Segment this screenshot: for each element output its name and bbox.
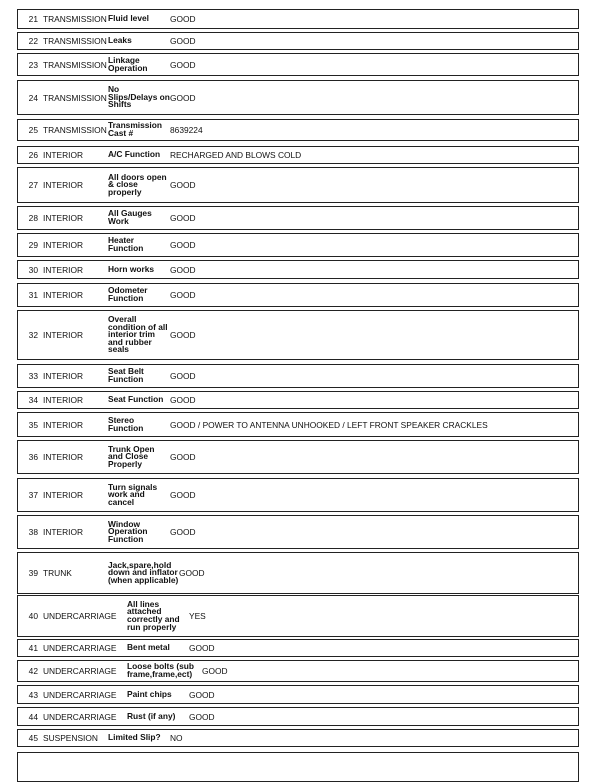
row-result: GOOD [170, 371, 196, 381]
row-item: Bent metal [127, 642, 170, 653]
row-category: INTERIOR [43, 264, 84, 275]
table-row [17, 9, 579, 29]
row-item: Window Operation Function [108, 518, 148, 544]
table-row [17, 80, 579, 115]
row-number: 45 [28, 733, 38, 743]
row-category: TRUNK [43, 568, 72, 578]
row-number: 44 [28, 711, 38, 722]
row-category: INTERIOR [43, 240, 84, 250]
row-category: UNDERCARRIAGE [43, 611, 117, 621]
row-item: Stereo Function [108, 414, 144, 433]
row-category: UNDERCARRIAGE [43, 711, 117, 722]
row-item: Seat Function [108, 394, 164, 405]
row-number: 28 [28, 213, 38, 223]
row-category: INTERIOR [43, 371, 84, 381]
table-row [17, 595, 579, 637]
row-result: GOOD [189, 689, 215, 700]
row-item: Horn works [108, 263, 155, 274]
table-row [17, 167, 579, 203]
row-number: 43 [28, 689, 38, 700]
row-result: GOOD [189, 643, 215, 653]
row-category: TRANSMISSION [43, 14, 107, 24]
row-result: GOOD [170, 92, 196, 103]
table-row [17, 478, 579, 512]
row-result: 8639224 [170, 125, 203, 135]
row-result: GOOD [170, 14, 196, 24]
row-number: 21 [28, 14, 38, 24]
row-item: Heater Function [108, 235, 144, 253]
row-item: Rust (if any) [127, 710, 176, 721]
row-category: INTERIOR [43, 527, 84, 537]
row-item: Seat Belt Function [108, 366, 144, 384]
row-number: 37 [28, 490, 38, 500]
row-result: RECHARGED AND BLOWS COLD [170, 150, 302, 160]
row-result: GOOD [170, 213, 196, 223]
table-row [17, 412, 579, 437]
row-number: 40 [28, 611, 38, 621]
row-item: A/C Function [108, 149, 161, 160]
table-row [17, 707, 579, 726]
table-row [17, 639, 579, 657]
row-category: INTERIOR [43, 395, 84, 405]
row-category: UNDERCARRIAGE [43, 666, 117, 676]
row-category: INTERIOR [43, 213, 84, 223]
row-number: 41 [28, 643, 38, 653]
row-category: UNDERCARRIAGE [43, 689, 117, 700]
row-result: YES [189, 611, 206, 621]
row-result: GOOD / POWER TO ANTENNA UNHOOKED / LEFT FRONT SPEAKER CRACKLES [170, 419, 488, 430]
row-result: GOOD [189, 711, 215, 722]
row-category: INTERIOR [43, 150, 84, 160]
row-category: INTERIOR [43, 290, 84, 300]
row-item: Turn signals work and cancel [108, 481, 158, 507]
row-item: Fluid level [108, 13, 149, 24]
row-result: GOOD [202, 666, 228, 676]
row-item: Jack,spare,hold down and inflator (when applicable) [108, 559, 179, 585]
table-row [17, 440, 579, 474]
row-result: GOOD [170, 36, 196, 46]
row-result: GOOD [170, 180, 196, 190]
row-result: GOOD [179, 568, 205, 578]
table-row [17, 32, 579, 50]
row-result: GOOD [170, 59, 196, 70]
row-result: GOOD [170, 490, 196, 500]
row-number: 39 [28, 568, 38, 578]
row-number: 25 [28, 125, 38, 135]
row-number: 26 [28, 150, 38, 160]
row-number: 34 [28, 395, 38, 405]
row-item: All Gauges Work [108, 208, 152, 226]
row-result: GOOD [170, 264, 196, 275]
table-row [17, 310, 579, 360]
row-category: TRANSMISSION [43, 125, 107, 135]
row-item: Overall condition of all interior trim and rubber seals [108, 314, 168, 355]
table-row [17, 364, 579, 388]
row-category: INTERIOR [43, 330, 84, 340]
row-number: 36 [28, 452, 38, 462]
row-number: 35 [28, 419, 38, 430]
table-row [17, 53, 579, 76]
row-result: NO [170, 733, 183, 743]
row-item: Trunk Open and Close Properly [108, 443, 155, 469]
row-category: INTERIOR [43, 452, 84, 462]
row-item: No Slips/Delays on Shifts [108, 84, 170, 110]
row-number: 38 [28, 527, 38, 537]
table-row [17, 233, 579, 257]
row-number: 27 [28, 180, 38, 190]
row-item: Loose bolts (sub frame,frame,ect) [127, 661, 194, 679]
row-result: GOOD [170, 290, 196, 300]
row-item: All doors open & close properly [108, 171, 167, 197]
row-category: SUSPENSION [43, 733, 98, 743]
row-number: 22 [28, 36, 38, 46]
table-row [17, 685, 579, 704]
row-number: 31 [28, 290, 38, 300]
table-row [17, 552, 579, 594]
row-number: 33 [28, 371, 38, 381]
row-category: TRANSMISSION [43, 92, 107, 103]
table-row [17, 729, 579, 747]
row-item: Transmission Cast # [108, 120, 162, 138]
row-number: 23 [28, 59, 38, 70]
table-row [17, 391, 579, 409]
table-row [17, 119, 579, 141]
table-row [17, 206, 579, 230]
table-row [17, 752, 579, 782]
row-item: Odometer Function [108, 285, 148, 303]
table-row [17, 283, 579, 307]
row-item: Limited Slip? [108, 732, 161, 743]
row-number: 29 [28, 240, 38, 250]
row-category: INTERIOR [43, 419, 84, 430]
row-number: 42 [28, 666, 38, 676]
table-row [17, 146, 579, 164]
row-number: 24 [28, 92, 38, 103]
row-category: UNDERCARRIAGE [43, 643, 117, 653]
row-result: GOOD [170, 527, 196, 537]
row-category: TRANSMISSION [43, 36, 107, 46]
row-category: INTERIOR [43, 180, 84, 190]
table-row [17, 515, 579, 549]
row-item: All lines attached correctly and run properly [127, 598, 180, 632]
table-row [17, 260, 579, 279]
row-number: 30 [28, 264, 38, 275]
row-item: Linkage Operation [108, 54, 148, 73]
row-result: GOOD [170, 452, 196, 462]
row-number: 32 [28, 330, 38, 340]
table-row [17, 660, 579, 682]
row-item: Leaks [108, 35, 132, 46]
row-category: TRANSMISSION [43, 59, 107, 70]
row-result: GOOD [170, 240, 196, 250]
row-result: GOOD [170, 330, 196, 340]
row-item: Paint chips [127, 688, 172, 699]
row-result: GOOD [170, 395, 196, 405]
row-category: INTERIOR [43, 490, 84, 500]
